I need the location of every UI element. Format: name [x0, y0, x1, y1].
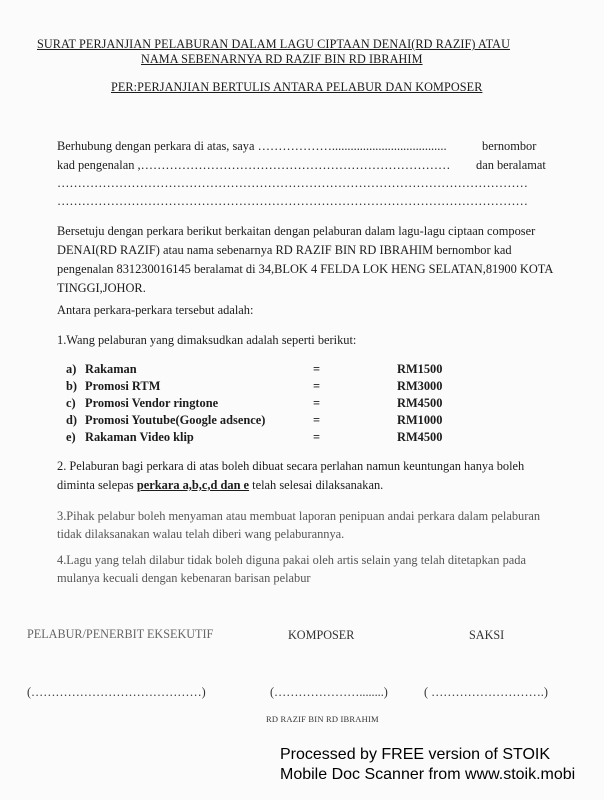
item-letter: e)	[66, 430, 76, 444]
item-label: Promosi Youtube(Google adsence)	[85, 413, 266, 427]
form-line-2-suffix: dan beralamat	[476, 158, 546, 172]
item-label: Promosi Vendor ringtone	[85, 396, 219, 410]
item-letter: a)	[66, 362, 77, 376]
clause-3-line-1: 3.Pihak pelabur boleh menyaman atau membuat laporan penipuan andai perkara dalam pelaburan	[57, 509, 541, 523]
item-equals: =	[313, 379, 321, 393]
item-equals: =	[313, 362, 321, 376]
intro-text: Antara perkara-perkara tersebut adalah:	[57, 303, 254, 317]
signature-label-witness: SAKSI	[469, 628, 505, 642]
item-amount: RM3000	[397, 379, 443, 393]
title-line-2: NAMA SEBENARNYA RD RAZIF BIN RD IBRAHIM	[141, 52, 423, 66]
item-equals: =	[313, 413, 321, 427]
item-amount: RM4500	[397, 396, 443, 410]
composer-name: RD RAZIF BIN RD IBRAHIM	[266, 714, 379, 724]
clause-2-emphasis: perkara a,b,c,d dan e	[136, 478, 250, 492]
watermark-line-2: Mobile Doc Scanner from www.stoik.mobi	[280, 766, 576, 783]
clause-1-text: 1.Wang pelaburan yang dimaksudkan adalah seperti berikut:	[57, 333, 357, 347]
clause-2-line-1: 2. Pelaburan bagi perkara di atas boleh dibuat secara perlahan namun keuntungan hanya boleh	[57, 459, 525, 473]
title-line-3: PER:PERJANJIAN BERTULIS ANTARA PELABUR DAN KOMPOSER	[111, 80, 483, 94]
item-equals: =	[313, 430, 321, 444]
item-letter: b)	[66, 379, 78, 393]
item-letter: c)	[66, 396, 76, 410]
clause-2-line-2	[57, 478, 383, 493]
form-line-1: Berhubung dengan perkara di atas, saya ……………….....................................	[57, 139, 447, 153]
signature-line-investor: (……………………………………)	[27, 685, 206, 699]
clause-4-line-1: 4.Lagu yang telah dilabur tidak boleh diguna pakai oleh artis selain yang telah ditetapkan pada	[57, 553, 526, 567]
item-amount: RM1500	[397, 362, 443, 376]
item-amount: RM4500	[397, 430, 443, 444]
signature-line-composer: (…………………........)	[270, 685, 388, 699]
watermark-line-1: Processed by FREE version of STOIK	[280, 746, 551, 763]
address-line-1: ……………………………………………………………………………………………………	[57, 176, 528, 190]
title-line-1: SURAT PERJANJIAN PELABURAN DALAM LAGU CIPTAAN DENAI(RD RAZIF) ATAU	[37, 37, 510, 51]
signature-line-witness: ( ……………………….)	[424, 685, 548, 699]
item-letter: d)	[66, 413, 78, 427]
signature-label-investor: PELABUR/PENERBIT EKSEKUTIF	[27, 627, 214, 641]
item-label: Rakaman Video klip	[85, 430, 194, 444]
form-line-1-suffix: bernombor	[482, 139, 537, 153]
item-equals: =	[313, 396, 321, 410]
item-label: Promosi RTM	[85, 379, 161, 393]
clause-4-line-2: mulanya kecuali dengan kebenaran barisan pelabur	[57, 571, 311, 585]
clause-2-text-after: telah selesai dilaksanakan.	[252, 478, 384, 492]
address-line-2: ……………………………………………………………………………………………………	[57, 194, 528, 208]
item-label: Rakaman	[85, 362, 137, 376]
clause-3-line-2: tidak dilaksanakan walau telah diberi wang pelaburannya.	[57, 527, 345, 541]
form-line-2: kad pengenalan ,…………………………………………………………………	[57, 158, 451, 172]
clause-2-text-before: diminta selepas	[57, 478, 134, 492]
item-amount: RM1000	[397, 413, 443, 427]
agreement-paragraph: Bersetuju dengan perkara berikut berkaitan dengan pelaburan dalam lagu-lagu ciptaan composer DENAI(RD RAZIF) atau nama sebenarnya RD RAZIF BIN RD IBRAHIM bernombor kad pengenalan 831230016145 beralamat di 34,BLOK 4 FELDA LOK HENG SELATAN,81900 KOTA TINGGI,JOHOR.	[57, 224, 553, 295]
signature-label-composer: KOMPOSER	[288, 628, 355, 642]
